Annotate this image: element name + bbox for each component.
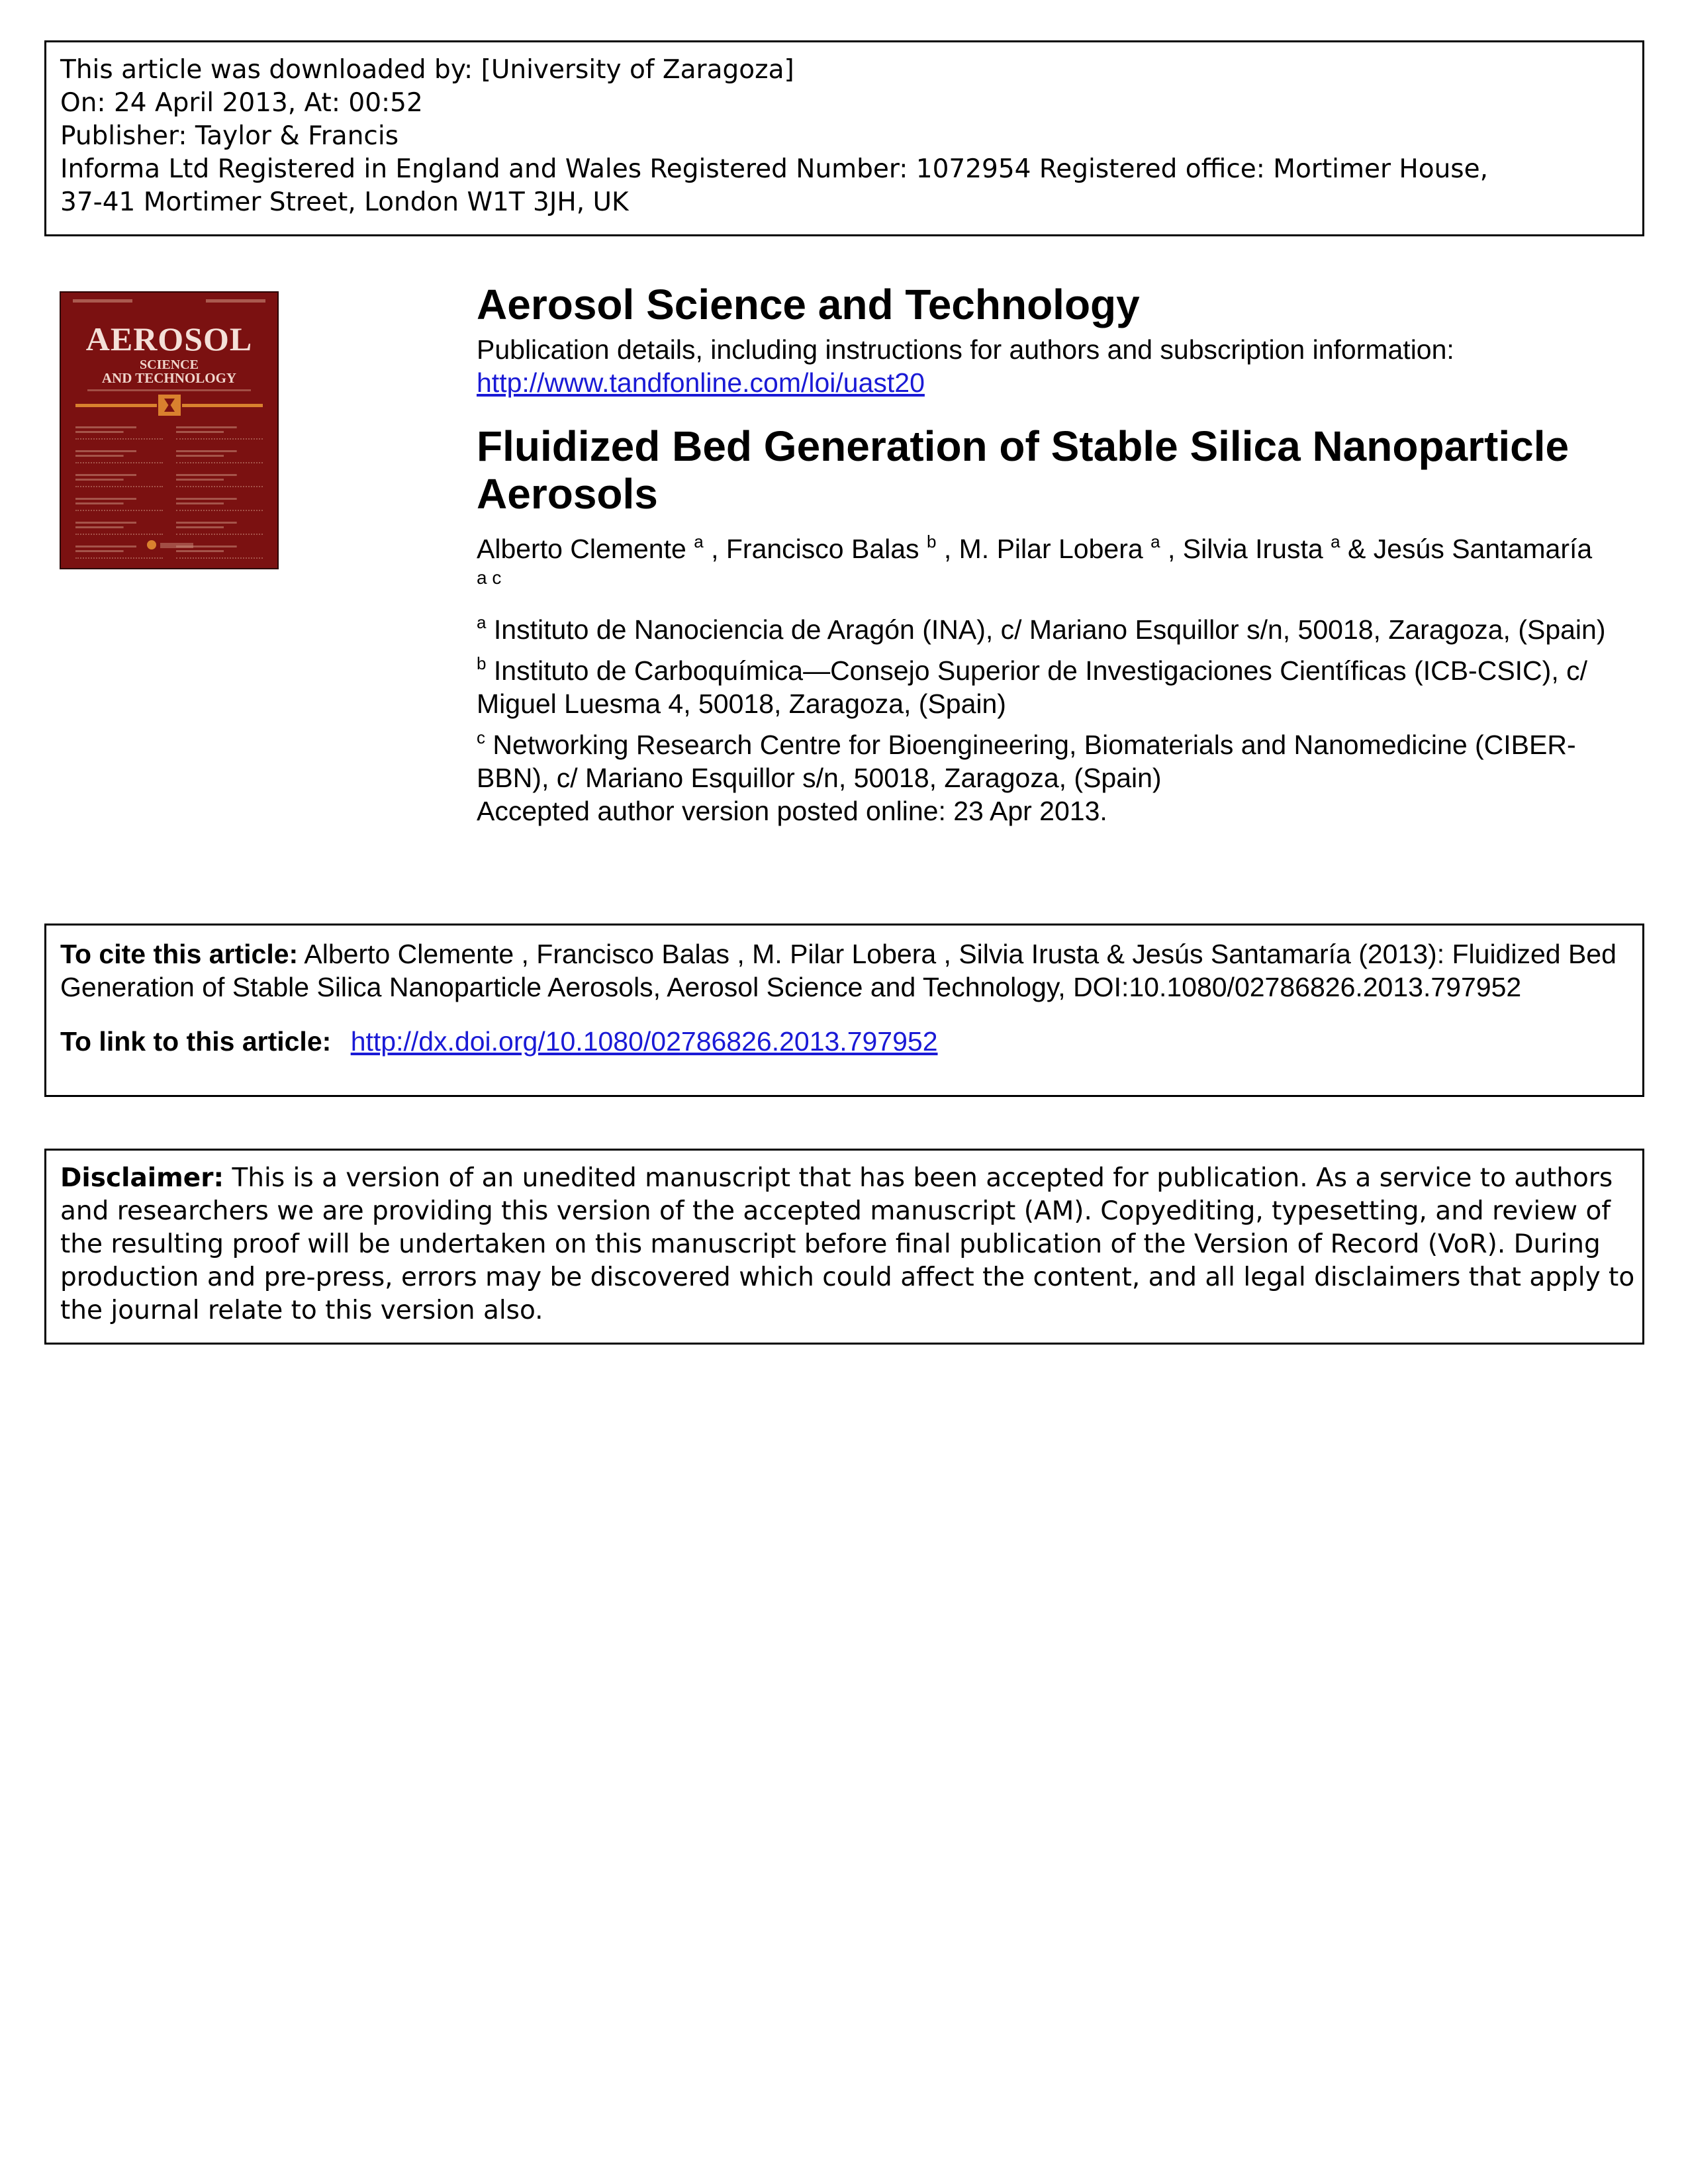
- publisher-line: Publisher: Taylor & Francis: [60, 121, 399, 151]
- affiliation-list: [477, 613, 1642, 828]
- cover-title: AEROSOL: [85, 320, 253, 357]
- cover-subtitle: SCIENCE: [140, 357, 199, 372]
- author-separator: &: [1347, 534, 1366, 564]
- affiliation-mark: c: [477, 728, 485, 747]
- download-notice: [60, 54, 1488, 219]
- author-separator: ,: [1167, 534, 1176, 564]
- article-title: Fluidized Bed Generation of Stable Silica Nanoparticle Aerosols: [477, 422, 1570, 518]
- author-separator: ,: [711, 534, 719, 564]
- affiliation-item: [477, 613, 1642, 646]
- cover-issue-info: [73, 299, 265, 305]
- author-affiliation-mark: a: [694, 532, 704, 551]
- author-affiliation-mark: a: [1331, 532, 1340, 551]
- citation-text: Alberto Clemente , Francisco Balas , M. Pilar Lobera , Silvia Irusta & Jesús Santamaría (2013): Fluidized Bed Generation of Stable Silica Nanoparticle Aerosols, Aerosol Science and Technology, DOI:10.1080/02786826.2013.797952: [60, 939, 1617, 1002]
- disclaimer-box: [44, 1149, 1644, 1345]
- author-name: Alberto Clemente: [477, 534, 686, 564]
- address-line: 37-41 Mortimer Street, London W1T 3JH, UK: [60, 187, 629, 217]
- cover-subtitle-2: AND TECHNOLOGY: [101, 370, 237, 386]
- author-affiliation-mark: a: [1150, 532, 1160, 551]
- publisher-logo-text: [160, 543, 193, 548]
- cover-contents-list: [75, 425, 263, 559]
- affiliation-mark: b: [477, 653, 487, 673]
- download-date-line: On: 24 April 2013, At: 00:52: [60, 88, 423, 118]
- author-list: [477, 532, 1592, 565]
- doi-link[interactable]: http://dx.doi.org/10.1080/02786826.2013.797952: [350, 1026, 938, 1057]
- author-affiliation-mark: b: [926, 532, 937, 551]
- affiliation-item: [477, 728, 1642, 794]
- disclaimer: [60, 1162, 1636, 1327]
- citation-label: To cite this article:: [60, 939, 299, 969]
- citation-box: [44, 924, 1644, 1097]
- registration-line: Informa Ltd Registered in England and Wales Registered Number: 1072954 Registered office: Mortimer House,: [60, 154, 1488, 184]
- publisher-logo-icon: [147, 540, 156, 549]
- author-separator: ,: [943, 534, 952, 564]
- author-affiliation-mark: a c: [477, 567, 502, 588]
- author-name: Jesús Santamaría: [1373, 534, 1593, 564]
- article-link-label: To link to this article:: [60, 1026, 332, 1057]
- affiliation-text: Instituto de Nanociencia de Aragón (INA), c/ Mariano Esquillor s/n, 50018, Zaragoza, (Spain): [493, 614, 1606, 645]
- article-link-row: [60, 1025, 1629, 1058]
- author-name: Silvia Irusta: [1182, 534, 1323, 564]
- affiliation-mark: a: [477, 612, 487, 632]
- cover-emblem-icon: [157, 393, 182, 417]
- cover-tagline: [87, 389, 251, 391]
- download-notice-box: [44, 40, 1644, 236]
- accepted-date: Accepted author version posted online: 23 Apr 2013.: [477, 796, 1107, 826]
- author-name: M. Pilar Lobera: [959, 534, 1143, 564]
- affiliation-text: Instituto de Carboquímica—Consejo Superior de Investigaciones Científicas (ICB-CSIC), c/ Miguel Luesma 4, 50018, Zaragoza, (Spain): [477, 655, 1587, 719]
- journal-link[interactable]: http://www.tandfonline.com/loi/uast20: [477, 367, 925, 398]
- citation: [60, 937, 1629, 1004]
- downloaded-by-line: This article was downloaded by: [University of Zaragoza]: [60, 55, 794, 85]
- affiliation-text: Networking Research Centre for Bioengineering, Biomaterials and Nanomedicine (CIBER-BBN), c/ Mariano Esquillor s/n, 50018, Zaragoza, (Spain): [477, 730, 1576, 793]
- affiliation-item: [477, 654, 1642, 720]
- journal-cover-image: [60, 291, 279, 569]
- author-name: Francisco Balas: [726, 534, 919, 564]
- journal-title: Aerosol Science and Technology: [477, 281, 1140, 328]
- publication-details: Publication details, including instructions for authors and subscription information:: [477, 334, 1454, 365]
- disclaimer-text: This is a version of an unedited manuscript that has been accepted for publication. As a service to authors and researchers we are providing this version of the accepted manuscript (AM). Copyediting, typesetting, and review of the resulting proof will be undertaken on this manuscript before final publication of the Version of Record (VoR). During production and pre-press, errors may be discovered which could affect the content, and all legal disclaimers that apply to the journal relate to this version also.: [60, 1163, 1635, 1325]
- disclaimer-label: Disclaimer:: [60, 1163, 224, 1193]
